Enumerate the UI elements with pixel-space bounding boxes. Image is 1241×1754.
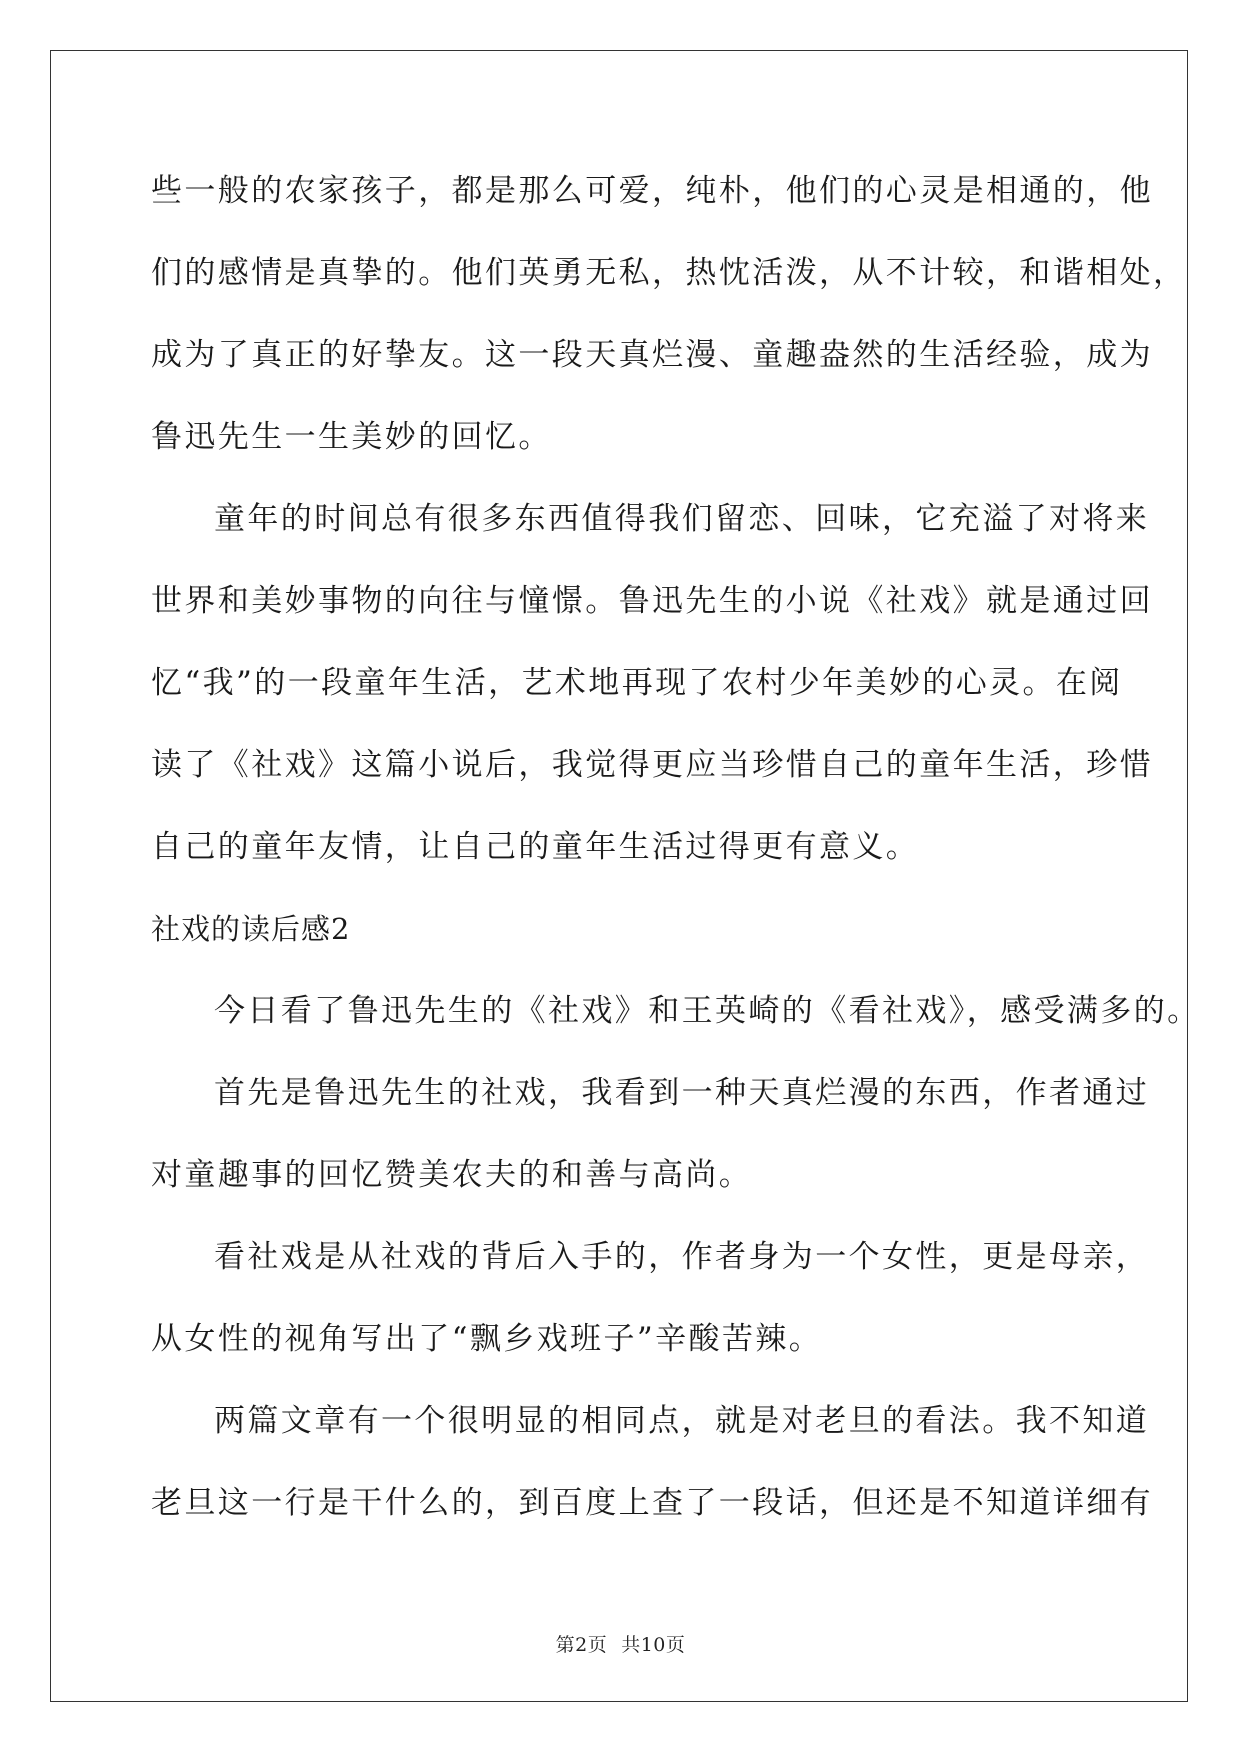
text-line: 从女性的视角写出了“飘乡戏班子”辛酸苦辣。: [151, 1321, 823, 1357]
paragraph-first-line: 童年的时间总有很多东西值得我们留恋、回味，它充溢了对将来: [214, 501, 1150, 537]
paragraph-first-line: 首先是鲁迅先生的社戏，我看到一种天真烂漫的东西，作者通过: [214, 1075, 1150, 1111]
text-line: 鲁迅先生一生美妙的回忆。: [151, 419, 552, 455]
paragraph-first-line: 看社戏是从社戏的背后入手的，作者身为一个女性，更是母亲，: [214, 1239, 1150, 1275]
text-line: 们的感情是真挚的。他们英勇无私，热忱活泼，从不计较，和谐相处，: [151, 255, 1187, 291]
text-line: 世界和美妙事物的向往与憧憬。鲁迅先生的小说《社戏》就是通过回: [151, 583, 1153, 619]
text-line: 老旦这一行是干什么的，到百度上查了一段话，但还是不知道详细有: [151, 1485, 1153, 1521]
paragraph-first-line: 两篇文章有一个很明显的相同点，就是对老旦的看法。我不知道: [214, 1403, 1150, 1439]
text-line: 忆“我”的一段童年生活，艺术地再现了农村少年美妙的心灵。在阅: [151, 665, 1123, 701]
page-number: 第2页: [555, 1634, 608, 1656]
text-line: 读了《社戏》这篇小说后，我觉得更应当珍惜自己的童年生活，珍惜: [151, 747, 1153, 783]
page-footer: [0, 1633, 1241, 1657]
section-heading: 社戏的读后感2: [151, 912, 351, 946]
text-line: 成为了真正的好挚友。这一段天真烂漫、童趣盎然的生活经验，成为: [151, 337, 1153, 373]
document-body: [151, 150, 1201, 1544]
text-line: 些一般的农家孩子，都是那么可爱，纯朴，他们的心灵是相通的，他: [151, 173, 1153, 209]
text-line: 自己的童年友情，让自己的童年生活过得更有意义。: [151, 829, 920, 865]
paragraph-first-line: 今日看了鲁迅先生的《社戏》和王英崎的《看社戏》，感受满多的。: [214, 993, 1201, 1029]
text-line: 对童趣事的回忆赞美农夫的和善与高尚。: [151, 1157, 753, 1193]
page-total: 共10页: [621, 1634, 686, 1656]
